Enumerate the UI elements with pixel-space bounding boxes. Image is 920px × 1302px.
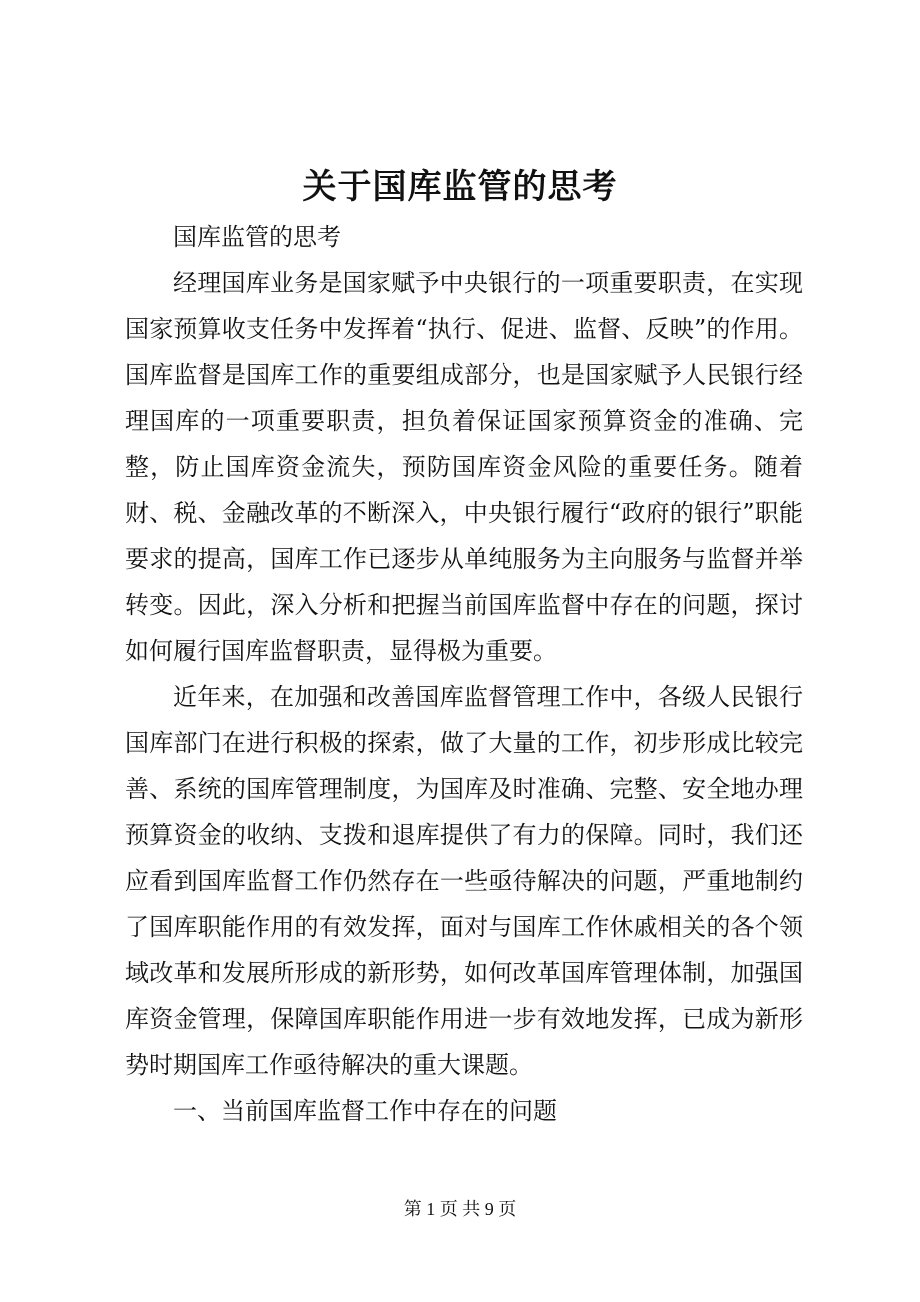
body-paragraph: 近年来，在加强和改善国库监督管理工作中，各级人民银行国库部门在进行积极的探索，做了大量的工作，初步形成比较完善、系统的国库管理制度，为国库及时准确、完整、安全地办理预算资金的收纳、支拨和退库提供了有力的保障。同时，我们还应看到国库监督工作仍然存在一些亟待解决的问题，严重地制约了国库职能作用的有效发挥，面对与国库工作休戚相关的各个领域改革和发展所形成的新形势，如何改革国库管理体制，加强国库资金管理，保障国库职能作用进一步有效地发挥，已成为新形势时期国库工作亟待解决的重大课题。	[125, 683, 803, 1079]
document-body	[125, 214, 803, 1134]
subtitle-paragraph: 国库监管的思考	[173, 223, 341, 251]
body-paragraph: 经理国库业务是国家赋予中央银行的一项重要职责，在实现国家预算收支任务中发挥着“执行、促进、监督、反映”的作用。国库监督是国库工作的重要组成部分，也是国家赋予人民银行经理国库的一项重要职责，担负着保证国家预算资金的准确、完整，防止国库资金流失，预防国库资金风险的重要任务。随着财、税、金融改革的不断深入，中央银行履行“政府的银行”职能要求的提高，国库工作已逐步从单纯服务为主向服务与监督并举转变。因此，深入分析和把握当前国库监督中存在的问题，探讨如何履行国库监督职责，显得极为重要。	[125, 269, 803, 665]
document-title: 关于国库监管的思考	[302, 167, 618, 207]
page-number-footer: 第 1 页 共 9 页	[403, 1199, 517, 1219]
section-heading: 一、当前国库监督工作中存在的问题	[173, 1097, 557, 1125]
